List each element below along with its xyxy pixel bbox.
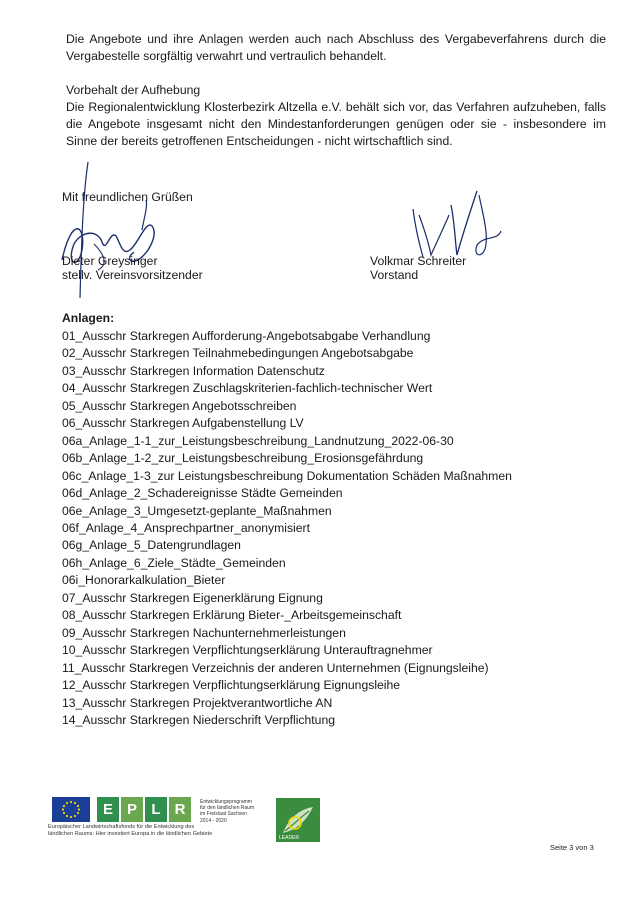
confidentiality-paragraph: Die Angebote und ihre Anlagen werden auch nach Abschluss des Vergabeverfahrens durch die Vergabestelle sorgfältig verwahrt und vertraulich behandelt. (66, 32, 606, 63)
list-item: 06f_Anlage_4_Ansprechpartner_anonymisiert (62, 520, 310, 535)
list-item: 06i_Honorarkalkulation_Bieter (62, 573, 226, 588)
list-item: 01_Ausschr Starkregen Aufforderung-Angebotsabgabe Verhandlung (62, 329, 431, 343)
closing-greeting: Mit freundlichen Grüßen (62, 190, 193, 204)
reservation-heading: Vorbehalt der Aufhebung (66, 83, 201, 97)
list-item: 10_Ausschr Starkregen Verpflichtungserklärung Unterauftragnehmer (62, 643, 433, 658)
eplr-letter-e: E (97, 797, 119, 822)
list-item: 06h_Anlage_6_Ziele_Städte_Gemeinden (62, 555, 286, 570)
list-item: 06d_Anlage_2_Schadereignisse Städte Gemeinden (62, 486, 343, 501)
eplr-logo-icon (97, 797, 191, 822)
list-item: 02_Ausschr Starkregen Teilnahmebedingungen Angebotsabgabe (62, 346, 414, 361)
page-number: Seite 3 von 3 (550, 843, 594, 852)
eplr-letter-l: L (145, 797, 167, 822)
list-item: 04_Ausschr Starkregen Zuschlagskriterien-fachlich-technischer Wert (62, 381, 433, 396)
list-item: 13_Ausschr Starkregen Projektverantwortliche AN (62, 695, 333, 710)
list-item: 06g_Anlage_5_Datengrundlagen (62, 538, 241, 553)
leader-logo-icon (275, 797, 321, 843)
eplr-letter-r: R (169, 797, 191, 822)
eu-flag-icon (52, 797, 90, 822)
list-item: 06b_Anlage_1-2_zur_Leistungsbeschreibung_Erosionsgefährdung (62, 451, 424, 466)
signatory-2-role: Vorstand (370, 268, 419, 282)
list-item: 12_Ausschr Starkregen Verpflichtungserklärung Eignungsleihe (62, 678, 401, 693)
list-item: 09_Ausschr Starkregen Nachunternehmerleistungen (62, 625, 346, 640)
list-item: 07_Ausschr Starkregen Eigenerklärung Eignung (62, 590, 323, 605)
signatory-1-name: Dieter Greysinger (62, 254, 158, 268)
attachments-heading: Anlagen: (62, 311, 115, 325)
list-item: 08_Ausschr Starkregen Erklärung Bieter-_Arbeitsgemeinschaft (62, 608, 402, 623)
list-item: 06_Ausschr Starkregen Aufgabenstellung LV (62, 416, 304, 431)
list-item: 11_Ausschr Starkregen Verzeichnis der anderen Unternehmen (Eignungsleihe) (62, 660, 489, 675)
eu-fund-caption: Europäischer Landwirtschaftsfonds für die Entwicklung des ländlichen Raums: Hier investiert Europa in die ländlichen Gebiete (48, 824, 213, 837)
reservation-paragraph: Die Regionalentwicklung Klosterbezirk Altzella e.V. behält sich vor, das Verfahren aufzuheben, falls die Angebote insgesamt nicht den Mindestanforderungen genügen oder sie - insbesondere im Sinne der bereits getroffenen Entscheidungen - nicht wirtschaftlich sind. (66, 100, 606, 148)
signatory-2-name: Volkmar Schreiter (370, 254, 467, 268)
list-item: 03_Ausschr Starkregen Information Datenschutz (62, 363, 325, 378)
signatory-1-role: stellv. Vereinsvorsitzender (62, 268, 203, 282)
list-item: 06a_Anlage_1-1_zur_Leistungsbeschreibung_Landnutzung_2022-06-30 (62, 433, 454, 448)
eplr-description: Entwicklungsprogramm für den ländlichen Raum im Freistaat Sachsen 2014 - 2020 (200, 799, 255, 824)
eplr-letter-p: P (121, 797, 143, 822)
list-item: 14_Ausschr Starkregen Niederschrift Verpflichtung (62, 712, 336, 727)
list-item: 05_Ausschr Starkregen Angebotsschreiben (62, 398, 297, 413)
list-item: 06e_Anlage_3_Umgesetzt-geplante_Maßnahmen (62, 503, 332, 518)
leader-logo-text: LEADER (279, 835, 300, 841)
attachments-list (62, 328, 512, 729)
list-item: 06c_Anlage_1-3_zur Leistungsbeschreibung Dokumentation Schäden Maßnahmen (62, 468, 512, 483)
